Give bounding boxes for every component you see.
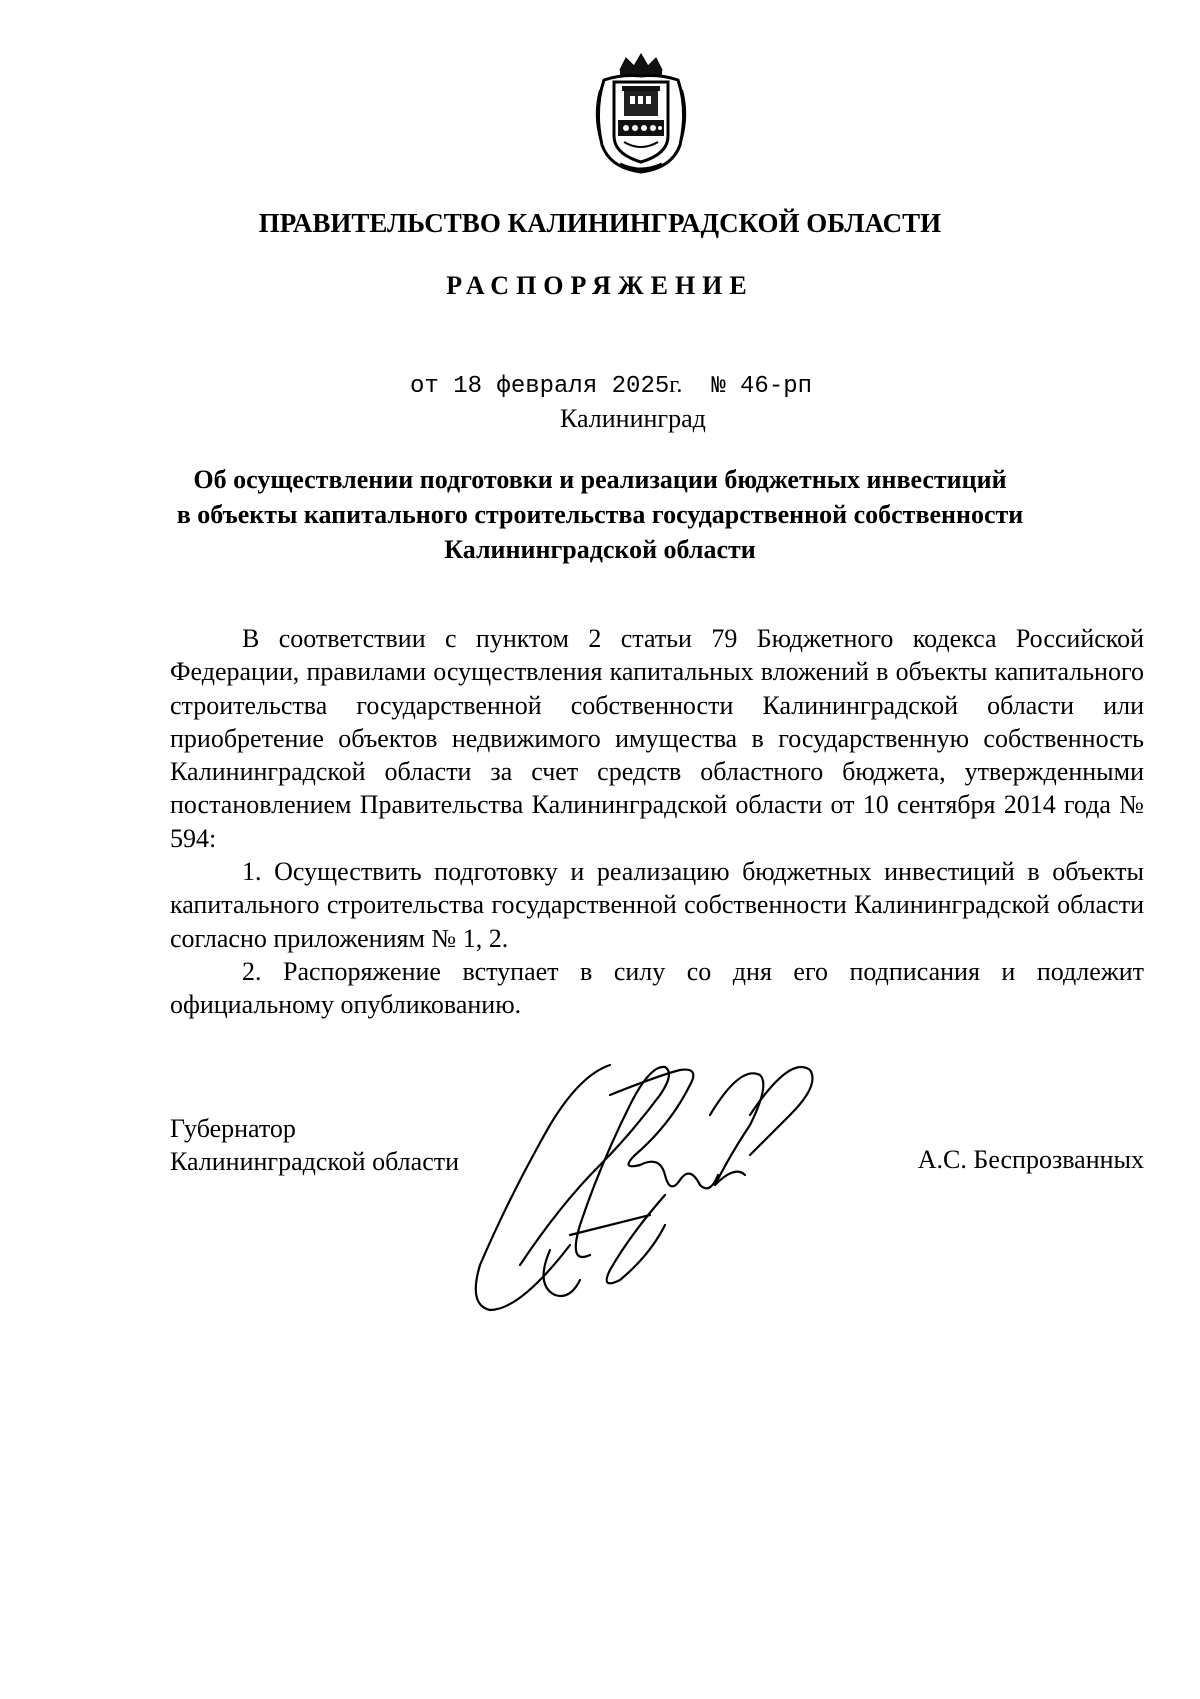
subject-line: Калининградской области (444, 535, 756, 564)
signatory-position (170, 1112, 459, 1178)
document-subject (150, 462, 1050, 567)
subject-line: в объекты капитального строительства государственной собственности (176, 500, 1024, 529)
signatory-name: А.С. Беспрозванных (917, 1145, 1144, 1174)
organization-title: ПРАВИТЕЛЬСТВО КАЛИНИНГРАДСКОЙ ОБЛАСТИ (258, 208, 942, 238)
coat-of-arms-icon (590, 50, 692, 175)
item-paragraph-2: 2. Распоряжение вступает в силу со дня его подписания и подлежит официальному опубликованию. (170, 956, 1144, 1020)
subject-line: Об осуществлении подготовки и реализации бюджетных инвестиций (193, 465, 1007, 494)
issue-date: от 18 февраля 2025 (410, 373, 670, 400)
preamble-paragraph: В соответствии с пунктом 2 статьи 79 Бюджетного кодекса Российской Федерации, правилами осуществления капитальных вложений в объекты капитального строительства государственной собственности Калининградской области или приобретение объектов недвижимого имущества в государственную собственность Калининградской области за счет средств областного бюджета, утвержденными постановлением Правительства Калининградской области от 10 сентября 2014 года № 594: (170, 624, 1144, 853)
document-body (170, 622, 1144, 1022)
document-type-heading: РАСПОРЯЖЕНИЕ (446, 271, 754, 300)
position-line: Калининградской области (170, 1147, 460, 1176)
issue-date-number (410, 372, 812, 400)
handwritten-signature (460, 1055, 860, 1325)
position-line: Губернатор (170, 1114, 296, 1143)
issue-year-suffix: г. (669, 372, 683, 398)
issue-number: № 46-рп (711, 373, 813, 400)
issue-city: Калининград (560, 404, 706, 433)
item-paragraph-1: 1. Осуществить подготовку и реализацию бюджетных инвестиций в объекты капитального строительства государственной собственности Калининградской области согласно приложениям № 1, 2. (170, 857, 1144, 953)
